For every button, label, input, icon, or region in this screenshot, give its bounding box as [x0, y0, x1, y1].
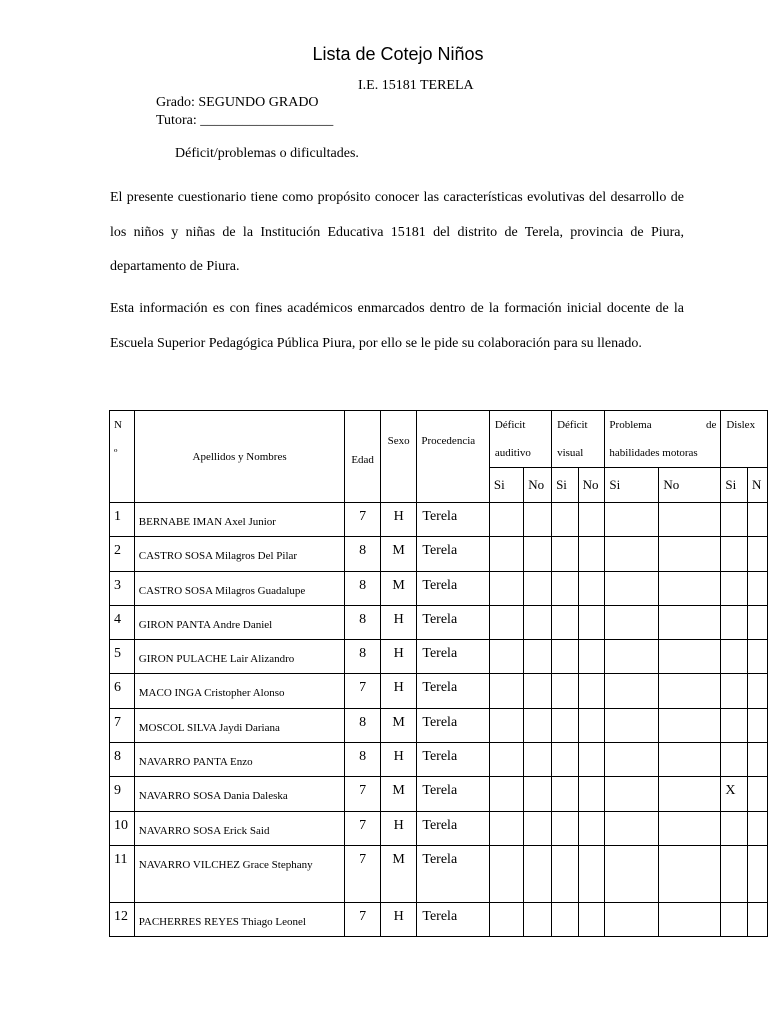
student-age: 8 [345, 640, 381, 674]
check-cell[interactable] [578, 640, 605, 674]
student-age: 7 [345, 503, 381, 537]
student-name: CASTRO SOSA Milagros Guadalupe [134, 571, 345, 605]
student-sex: M [380, 845, 416, 902]
dyslexia-si-cell[interactable] [721, 811, 748, 845]
student-age: 8 [345, 537, 381, 571]
grade-line: Grado: SEGUNDO GRADO [156, 95, 319, 110]
dyslexia-si-cell[interactable] [721, 503, 748, 537]
dyslexia-si-cell[interactable] [721, 845, 748, 902]
check-cell[interactable] [605, 777, 659, 811]
table-row [110, 845, 768, 902]
student-origin: Terela [417, 902, 489, 936]
check-cell[interactable] [659, 708, 721, 742]
subheader-si: Si [605, 468, 659, 503]
check-cell[interactable] [489, 743, 523, 777]
subheader-no: No [578, 468, 605, 503]
subheader-no: No [659, 468, 721, 503]
student-sex: M [380, 537, 416, 571]
student-name: NAVARRO PANTA Enzo [134, 743, 345, 777]
table-row [110, 811, 768, 845]
student-age: 7 [345, 811, 381, 845]
check-cell[interactable] [489, 777, 523, 811]
check-cell[interactable] [552, 605, 579, 639]
check-cell[interactable] [524, 902, 552, 936]
check-cell[interactable] [748, 811, 768, 845]
student-age: 7 [345, 902, 381, 936]
student-age: 8 [345, 708, 381, 742]
check-cell[interactable] [605, 571, 659, 605]
deficit-heading: Déficit/problemas o dificultades. [175, 146, 359, 161]
dyslexia-si-cell[interactable] [721, 902, 748, 936]
student-name: MACO INGA Cristopher Alonso [134, 674, 345, 708]
student-origin: Terela [417, 845, 489, 902]
student-age: 7 [345, 845, 381, 902]
check-cell[interactable] [489, 674, 523, 708]
check-cell[interactable] [489, 708, 523, 742]
student-name: MOSCOL SILVA Jaydi Dariana [134, 708, 345, 742]
student-origin: Terela [417, 674, 489, 708]
student-sex: H [380, 743, 416, 777]
student-origin: Terela [417, 777, 489, 811]
check-cell[interactable] [552, 845, 579, 902]
row-number: 10 [110, 811, 135, 845]
check-cell[interactable] [748, 845, 768, 902]
row-number: 3 [110, 571, 135, 605]
check-cell[interactable] [605, 537, 659, 571]
check-cell[interactable] [605, 708, 659, 742]
check-cell[interactable] [748, 902, 768, 936]
check-cell[interactable] [524, 640, 552, 674]
row-number: 8 [110, 743, 135, 777]
table-row [110, 503, 768, 537]
subheader-no: No [524, 468, 552, 503]
dyslexia-si-cell[interactable] [721, 640, 748, 674]
student-age: 7 [345, 674, 381, 708]
check-cell[interactable] [524, 605, 552, 639]
check-cell[interactable] [524, 777, 552, 811]
check-cell[interactable] [605, 902, 659, 936]
check-cell[interactable] [748, 605, 768, 639]
table-row [110, 777, 768, 811]
student-name: CASTRO SOSA Milagros Del Pilar [134, 537, 345, 571]
student-name: PACHERRES REYES Thiago Leonel [134, 902, 345, 936]
check-cell[interactable] [552, 777, 579, 811]
table-row [110, 902, 768, 936]
check-cell[interactable] [748, 537, 768, 571]
table-row [110, 571, 768, 605]
check-cell[interactable] [552, 743, 579, 777]
check-cell[interactable] [659, 743, 721, 777]
student-origin: Terela [417, 503, 489, 537]
header-dyslexia: Dislex [721, 411, 768, 468]
student-origin: Terela [417, 571, 489, 605]
table-row [110, 708, 768, 742]
check-cell[interactable] [748, 503, 768, 537]
check-cell[interactable] [605, 674, 659, 708]
student-name: BERNABE IMAN Axel Junior [134, 503, 345, 537]
student-name: NAVARRO SOSA Erick Said [134, 811, 345, 845]
row-number: 7 [110, 708, 135, 742]
check-cell[interactable] [659, 537, 721, 571]
check-cell[interactable] [552, 902, 579, 936]
student-name: GIRON PULACHE Lair Alizandro [134, 640, 345, 674]
check-cell[interactable] [578, 537, 605, 571]
student-origin: Terela [417, 743, 489, 777]
check-cell[interactable] [578, 674, 605, 708]
check-cell[interactable] [605, 503, 659, 537]
student-sex: H [380, 811, 416, 845]
student-age: 8 [345, 571, 381, 605]
check-cell[interactable] [578, 811, 605, 845]
row-number: 2 [110, 537, 135, 571]
check-cell[interactable] [578, 845, 605, 902]
row-number: 12 [110, 902, 135, 936]
student-origin: Terela [417, 537, 489, 571]
header-age: Edad [345, 411, 381, 503]
check-cell[interactable] [659, 640, 721, 674]
table-row [110, 537, 768, 571]
dyslexia-si-cell[interactable] [721, 708, 748, 742]
check-cell[interactable] [552, 708, 579, 742]
student-sex: H [380, 674, 416, 708]
check-cell[interactable] [489, 571, 523, 605]
row-number: 5 [110, 640, 135, 674]
student-age: 7 [345, 777, 381, 811]
check-cell[interactable] [524, 708, 552, 742]
student-sex: M [380, 777, 416, 811]
check-cell[interactable] [659, 605, 721, 639]
document-title: Lista de Cotejo Niños [312, 44, 484, 64]
check-cell[interactable] [578, 743, 605, 777]
header-hearing-deficit: Déficit auditivo [489, 411, 551, 468]
check-cell[interactable] [552, 571, 579, 605]
header-sex: Sexo [380, 411, 416, 503]
row-number: 11 [110, 845, 135, 902]
student-sex: H [380, 640, 416, 674]
subheader-si: Si [489, 468, 523, 503]
student-sex: H [380, 902, 416, 936]
check-cell[interactable] [605, 811, 659, 845]
check-cell[interactable] [552, 640, 579, 674]
student-name: GIRON PANTA Andre Daniel [134, 605, 345, 639]
check-cell[interactable] [552, 811, 579, 845]
check-cell[interactable] [524, 571, 552, 605]
row-number: 4 [110, 605, 135, 639]
check-cell[interactable] [659, 503, 721, 537]
academic-paragraph: Esta información es con fines académicos enmarcados dentro de la formación inicial docente de la Escuela Superior Pedagógica Pública Piura, por ello se le pide su colaboración para su llenado. [110, 301, 684, 351]
check-cell[interactable] [659, 845, 721, 902]
check-cell[interactable] [552, 537, 579, 571]
check-cell[interactable] [659, 902, 721, 936]
check-cell[interactable] [748, 674, 768, 708]
check-cell[interactable] [552, 503, 579, 537]
check-cell[interactable] [578, 777, 605, 811]
student-age: 8 [345, 605, 381, 639]
check-cell[interactable] [659, 811, 721, 845]
student-origin: Terela [417, 605, 489, 639]
table-row [110, 640, 768, 674]
check-cell[interactable] [489, 537, 523, 571]
student-sex: M [380, 708, 416, 742]
subheader-si: Si [721, 468, 748, 503]
check-cell[interactable] [748, 571, 768, 605]
check-cell[interactable] [524, 743, 552, 777]
subheader-si: Si [552, 468, 579, 503]
student-origin: Terela [417, 640, 489, 674]
header-number: N º [110, 411, 135, 503]
purpose-paragraph: El presente cuestionario tiene como propósito conocer las características evolutivas del desarrollo de los niños y niñas de la Institución Educativa 15181 del distrito de Terela, provincia de Piura, departamento de Piura. [110, 190, 684, 274]
check-cell[interactable] [552, 674, 579, 708]
student-name: NAVARRO VILCHEZ Grace Stephany [134, 845, 345, 902]
header-name: Apellidos y Nombres [134, 411, 345, 503]
dyslexia-si-cell[interactable] [721, 674, 748, 708]
tutor-line: Tutora: ___________________ [156, 113, 334, 128]
dyslexia-si-cell[interactable] [721, 743, 748, 777]
check-cell[interactable] [748, 708, 768, 742]
row-number: 6 [110, 674, 135, 708]
check-cell[interactable] [578, 605, 605, 639]
check-cell[interactable] [659, 571, 721, 605]
table-row [110, 743, 768, 777]
dyslexia-si-cell[interactable] [721, 571, 748, 605]
header-visual-deficit: Déficit visual [552, 411, 605, 468]
check-cell[interactable] [578, 708, 605, 742]
check-cell[interactable] [489, 503, 523, 537]
checklist-table [109, 410, 768, 937]
check-cell[interactable] [489, 845, 523, 902]
check-cell[interactable] [605, 743, 659, 777]
table-header-row [110, 411, 768, 468]
dyslexia-si-cell[interactable] [721, 605, 748, 639]
check-cell[interactable] [524, 537, 552, 571]
check-cell[interactable] [605, 640, 659, 674]
student-age: 8 [345, 743, 381, 777]
check-cell[interactable] [578, 571, 605, 605]
check-cell[interactable] [605, 605, 659, 639]
check-cell[interactable] [524, 674, 552, 708]
student-sex: M [380, 571, 416, 605]
student-origin: Terela [417, 708, 489, 742]
row-number: 9 [110, 777, 135, 811]
row-number: 1 [110, 503, 135, 537]
check-cell[interactable] [748, 743, 768, 777]
check-cell[interactable] [605, 845, 659, 902]
check-cell[interactable] [524, 503, 552, 537]
check-cell[interactable] [748, 777, 768, 811]
student-sex: H [380, 605, 416, 639]
check-cell[interactable] [489, 902, 523, 936]
check-cell[interactable] [659, 777, 721, 811]
student-sex: H [380, 503, 416, 537]
check-cell[interactable] [489, 811, 523, 845]
check-cell[interactable] [659, 674, 721, 708]
check-cell[interactable] [489, 605, 523, 639]
check-cell[interactable] [578, 503, 605, 537]
dyslexia-si-cell[interactable]: X [721, 777, 748, 811]
student-origin: Terela [417, 811, 489, 845]
student-name: NAVARRO SOSA Dania Daleska [134, 777, 345, 811]
table-row [110, 674, 768, 708]
school-name: I.E. 15181 TERELA [358, 78, 474, 93]
header-origin: Procedencia [417, 411, 489, 503]
header-motor-problem: Problema de habilidades motoras [605, 411, 721, 468]
check-cell[interactable] [578, 902, 605, 936]
dyslexia-si-cell[interactable] [721, 537, 748, 571]
check-cell[interactable] [524, 811, 552, 845]
subheader-no: N [748, 468, 768, 503]
check-cell[interactable] [748, 640, 768, 674]
check-cell[interactable] [489, 640, 523, 674]
table-row [110, 605, 768, 639]
check-cell[interactable] [524, 845, 552, 902]
